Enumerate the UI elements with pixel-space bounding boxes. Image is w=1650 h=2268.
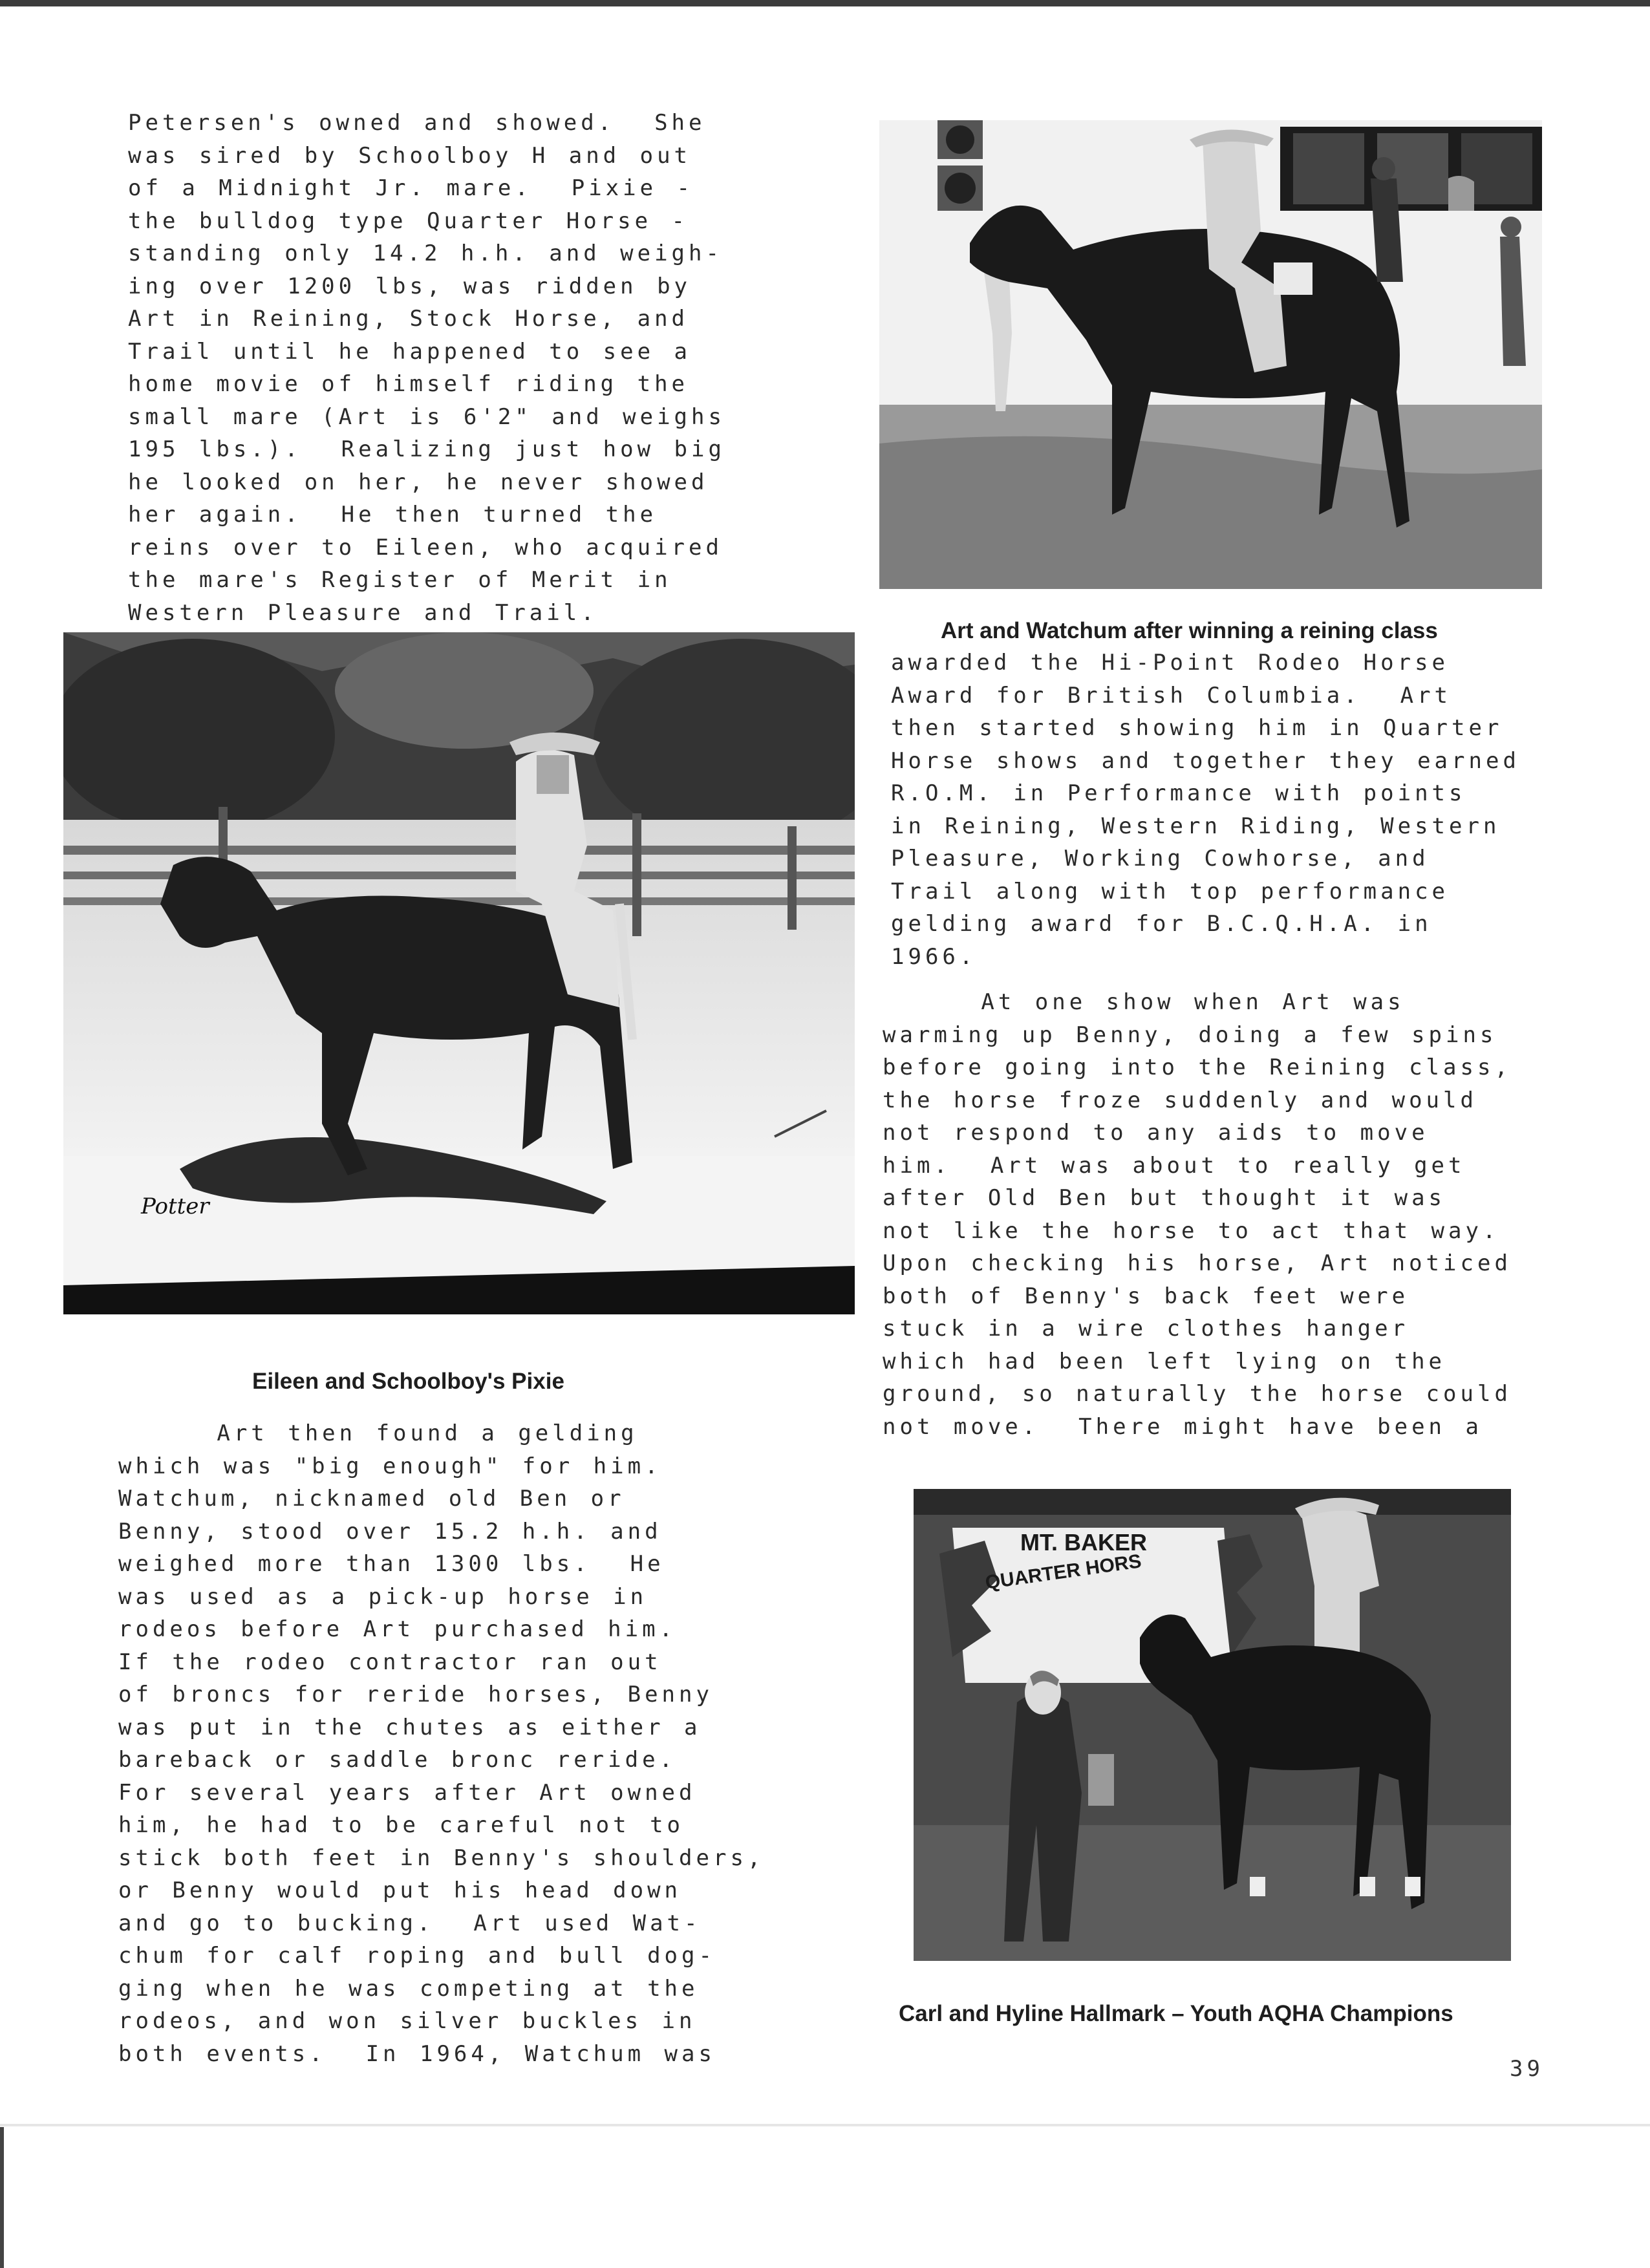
text-line: If the rodeo contractor ran out bbox=[118, 1649, 662, 1675]
text-line: stuck in a wire clothes hanger bbox=[883, 1316, 1409, 1342]
text-line: not move. There might have been a bbox=[883, 1413, 1483, 1440]
text-line: ging when he was competing at the bbox=[118, 1975, 699, 2002]
text-line: chum for calf roping and bull dog- bbox=[118, 1943, 716, 1969]
text-line: reins over to Eileen, who acquired bbox=[128, 534, 723, 561]
text-line: was put in the chutes as either a bbox=[118, 1714, 702, 1740]
text-line: after Old Ben but thought it was bbox=[883, 1185, 1446, 1211]
text-line: of broncs for reride horses, Benny bbox=[118, 1682, 713, 1707]
text-line: Award for British Columbia. Art bbox=[891, 682, 1452, 709]
text-line: was sired by Schoolboy H and out bbox=[128, 142, 692, 169]
text-line: Art in Reining, Stock Horse, and bbox=[128, 306, 689, 332]
sign-text-line2: QUARTER HORS bbox=[983, 1550, 1143, 1594]
text-line: Trail along with top performance bbox=[891, 878, 1450, 904]
text-line: Art then found a gelding bbox=[118, 1420, 638, 1446]
text-line: stick both feet in Benny's shoulders, bbox=[118, 1845, 765, 1871]
text-line: or Benny would put his head down bbox=[118, 1878, 682, 1903]
text-line: and go to bucking. Art used Wat- bbox=[118, 1910, 702, 1936]
text-line: 195 lbs.). Realizing just how big bbox=[128, 436, 725, 462]
text-line: the mare's Register of Merit in bbox=[128, 567, 672, 593]
text-line: home movie of himself riding the bbox=[128, 371, 689, 397]
text-line: ing over 1200 lbs, was ridden by bbox=[128, 273, 692, 299]
photographer-stamp: Potter bbox=[141, 1193, 209, 1219]
photo-hallmark-champions bbox=[914, 1489, 1511, 1961]
text-line: weighed more than 1300 lbs. He bbox=[118, 1551, 665, 1577]
text-line: not like the horse to act that way. bbox=[883, 1217, 1500, 1244]
text-line: which was "big enough" for him. bbox=[118, 1453, 662, 1479]
text-line: small mare (Art is 6'2" and weighs bbox=[128, 403, 725, 430]
text-line: gelding award for B.C.Q.H.A. in bbox=[891, 911, 1432, 937]
right-column-top-text bbox=[891, 647, 1520, 973]
scan-edge-bottom bbox=[0, 2124, 1650, 2126]
text-line: awarded the Hi-Point Rodeo Horse bbox=[891, 650, 1450, 676]
text-line: 1966. bbox=[891, 943, 977, 970]
text-line: Petersen's owned and showed. She bbox=[128, 110, 706, 136]
text-line: both of Benny's back feet were bbox=[883, 1283, 1409, 1309]
page-number: 39 bbox=[1510, 2056, 1544, 2082]
text-line: then started showing him in Quarter bbox=[891, 715, 1503, 741]
text-line: Trail until he happened to see a bbox=[128, 338, 692, 365]
text-line: bareback or saddle bronc reride. bbox=[118, 1747, 677, 1773]
left-column-bottom-text bbox=[118, 1417, 764, 2070]
sign-text-line1: MT. BAKER bbox=[1020, 1529, 1147, 1556]
text-line: was used as a pick-up horse in bbox=[118, 1583, 648, 1610]
text-line: At one show when Art was bbox=[883, 989, 1405, 1015]
text-line: Pleasure, Working Cowhorse, and bbox=[891, 846, 1430, 872]
scan-edge-left bbox=[0, 2127, 4, 2268]
text-line: Upon checking his horse, Art noticed bbox=[883, 1250, 1512, 1276]
right-column-bottom-text bbox=[883, 986, 1512, 1443]
text-line: of a Midnight Jr. mare. Pixie - bbox=[128, 175, 694, 201]
text-line: both events. In 1964, Watchum was bbox=[118, 2040, 716, 2067]
text-line: Benny, stood over 15.2 h.h. and bbox=[118, 1518, 662, 1545]
text-line: in Reining, Western Riding, Western bbox=[891, 813, 1501, 839]
text-line: Western Pleasure and Trail. bbox=[128, 599, 598, 626]
text-line: warming up Benny, doing a few spins bbox=[883, 1022, 1497, 1048]
text-line: him. Art was about to really get bbox=[883, 1152, 1466, 1179]
photo-art-watchum bbox=[879, 120, 1542, 589]
text-line: before going into the Reining class, bbox=[883, 1054, 1512, 1080]
text-line: not respond to any aids to move bbox=[883, 1120, 1429, 1146]
text-line: R.O.M. in Performance with points bbox=[891, 780, 1466, 806]
text-line: standing only 14.2 h.h. and weigh- bbox=[128, 241, 723, 266]
text-line: Horse shows and together they earned bbox=[891, 747, 1520, 774]
text-line: ground, so naturally the horse could bbox=[883, 1381, 1512, 1407]
caption-hallmark-champions: Carl and Hyline Hallmark – Youth AQHA Champions bbox=[899, 2001, 1453, 2026]
text-line: rodeos before Art purchased him. bbox=[118, 1616, 677, 1642]
text-line: Watchum, nicknamed old Ben or bbox=[118, 1486, 625, 1512]
text-line: the horse froze suddenly and would bbox=[883, 1087, 1477, 1113]
left-column-top-text bbox=[128, 107, 725, 629]
text-line: her again. He then turned the bbox=[128, 502, 658, 528]
text-line: he looked on her, he never showed bbox=[128, 469, 709, 495]
caption-eileen-pixie: Eileen and Schoolboy's Pixie bbox=[252, 1369, 564, 1394]
photo-eileen-pixie bbox=[63, 632, 855, 1314]
scan-edge-top bbox=[0, 0, 1650, 6]
text-line: the bulldog type Quarter Horse - bbox=[128, 208, 689, 234]
text-line: For several years after Art owned bbox=[118, 1779, 696, 1806]
text-line: which had been left lying on the bbox=[883, 1348, 1446, 1375]
caption-art-watchum: Art and Watchum after winning a reining class bbox=[941, 618, 1438, 643]
text-line: him, he had to be careful not to bbox=[118, 1812, 685, 1838]
text-line: rodeos, and won silver buckles in bbox=[118, 2008, 696, 2034]
